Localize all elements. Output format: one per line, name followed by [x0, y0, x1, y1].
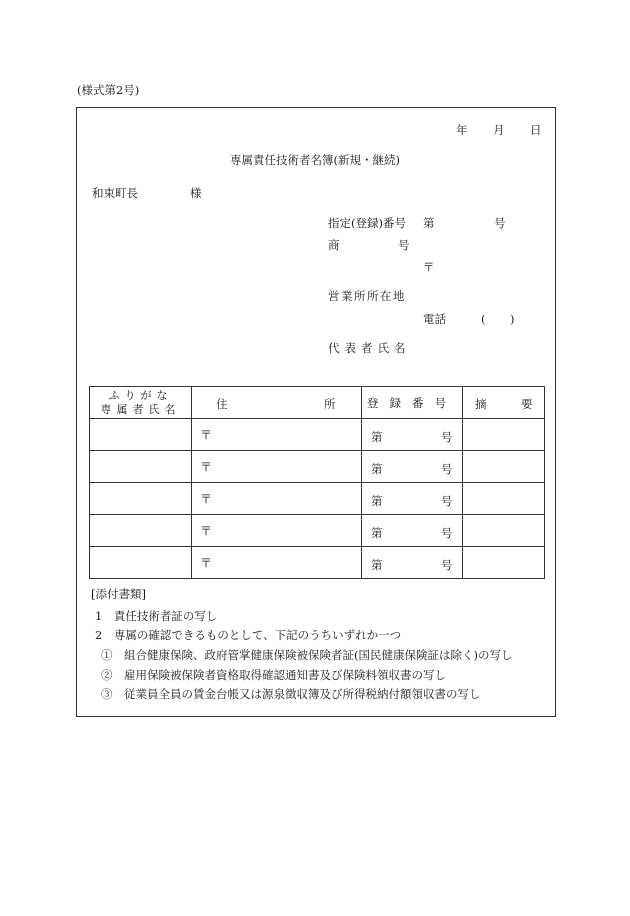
registration-dai: 第: [371, 526, 383, 540]
table-row: [90, 451, 545, 483]
addressee-honorific: 様: [190, 186, 202, 200]
designation-go: 号: [494, 216, 506, 230]
registration-dai: 第: [371, 462, 383, 476]
address-cell[interactable]: [192, 547, 362, 579]
remarks-cell[interactable]: [463, 515, 545, 547]
registration-go: 号: [441, 526, 453, 540]
name-cell[interactable]: [90, 515, 192, 547]
registration-cell[interactable]: [362, 547, 463, 579]
trade-name-label-1: 商: [328, 238, 340, 252]
header-name: [90, 387, 192, 419]
table-row: [90, 419, 545, 451]
address-cell[interactable]: [192, 451, 362, 483]
registration-go: 号: [441, 430, 453, 444]
form-number: (様式第2号): [77, 83, 140, 97]
name-cell[interactable]: [90, 451, 192, 483]
address-cell[interactable]: [192, 419, 362, 451]
header-remarks-1: 摘: [475, 397, 487, 411]
postal-mark: 〒: [200, 428, 213, 442]
document-title: 専属責任技術者名簿(新規・継続): [230, 153, 400, 167]
remarks-cell[interactable]: [463, 483, 545, 515]
name-cell[interactable]: [90, 419, 192, 451]
registration-go: 号: [441, 462, 453, 476]
attachment-item: ③ 従業員全員の賃金台帳又は源泉徴収簿及び所得税納付額領収書の写し: [101, 687, 481, 701]
address-cell[interactable]: [192, 483, 362, 515]
attachment-item: 1 責任技術者証の写し: [95, 609, 218, 623]
address-cell[interactable]: [192, 515, 362, 547]
trade-name-label-2: 号: [398, 238, 410, 252]
registration-dai: 第: [371, 430, 383, 444]
header-exclusive-name: 専属者氏名: [100, 402, 181, 416]
attachments-heading: [添付書類]: [91, 587, 146, 601]
remarks-cell[interactable]: [463, 451, 545, 483]
registration-cell[interactable]: [362, 419, 463, 451]
postal-mark: 〒: [423, 260, 435, 274]
postal-mark: 〒: [200, 460, 213, 474]
name-cell[interactable]: [90, 483, 192, 515]
attachment-item: ② 雇用保険被保険者資格取得確認通知書及び保険料領収書の写し: [101, 668, 446, 682]
postal-mark: 〒: [200, 556, 213, 570]
designation-dai: 第: [423, 216, 435, 230]
table-row: [90, 547, 545, 579]
header-furigana: ふりがな: [108, 388, 173, 402]
header-registration-number: 登録番号: [362, 387, 463, 419]
phone-paren-close: ): [510, 312, 515, 326]
name-cell[interactable]: [90, 547, 192, 579]
header-address-2: 所: [324, 397, 336, 411]
office-address-label: 営業所所在地: [328, 289, 406, 303]
attachment-item: ① 組合健康保険、政府管掌健康保険被保険者証(国民健康保険証は除く)の写し: [101, 648, 513, 662]
remarks-cell[interactable]: [463, 547, 545, 579]
attachment-item: 2 専属の確認できるものとして、下記のうちいずれか一つ: [95, 628, 402, 642]
header-remarks-2: 要: [521, 397, 533, 411]
registration-go: 号: [441, 558, 453, 572]
date-year-label: 年: [456, 123, 468, 137]
addressee-name: 和束町長: [92, 186, 138, 200]
table-row: [90, 515, 545, 547]
remarks-cell[interactable]: [463, 419, 545, 451]
table-row: [90, 483, 545, 515]
phone-label: 電話: [423, 312, 446, 326]
date-month-label: 月: [493, 123, 505, 137]
postal-mark: 〒: [200, 524, 213, 538]
postal-mark: 〒: [200, 492, 213, 506]
registration-dai: 第: [371, 494, 383, 508]
phone-paren-open: (: [481, 312, 486, 326]
technician-roster-table: [89, 386, 545, 579]
header-address-1: 住: [216, 397, 228, 411]
header-remarks: [463, 387, 545, 419]
date-day-label: 日: [530, 123, 542, 137]
registration-dai: 第: [371, 558, 383, 572]
registration-cell[interactable]: [362, 451, 463, 483]
registration-cell[interactable]: [362, 483, 463, 515]
representative-label: 代表者氏名: [328, 341, 411, 355]
designation-number-label: 指定(登録)番号: [328, 216, 406, 230]
table-header-row: [90, 387, 545, 419]
registration-cell[interactable]: [362, 515, 463, 547]
header-address: [192, 387, 362, 419]
registration-go: 号: [441, 494, 453, 508]
